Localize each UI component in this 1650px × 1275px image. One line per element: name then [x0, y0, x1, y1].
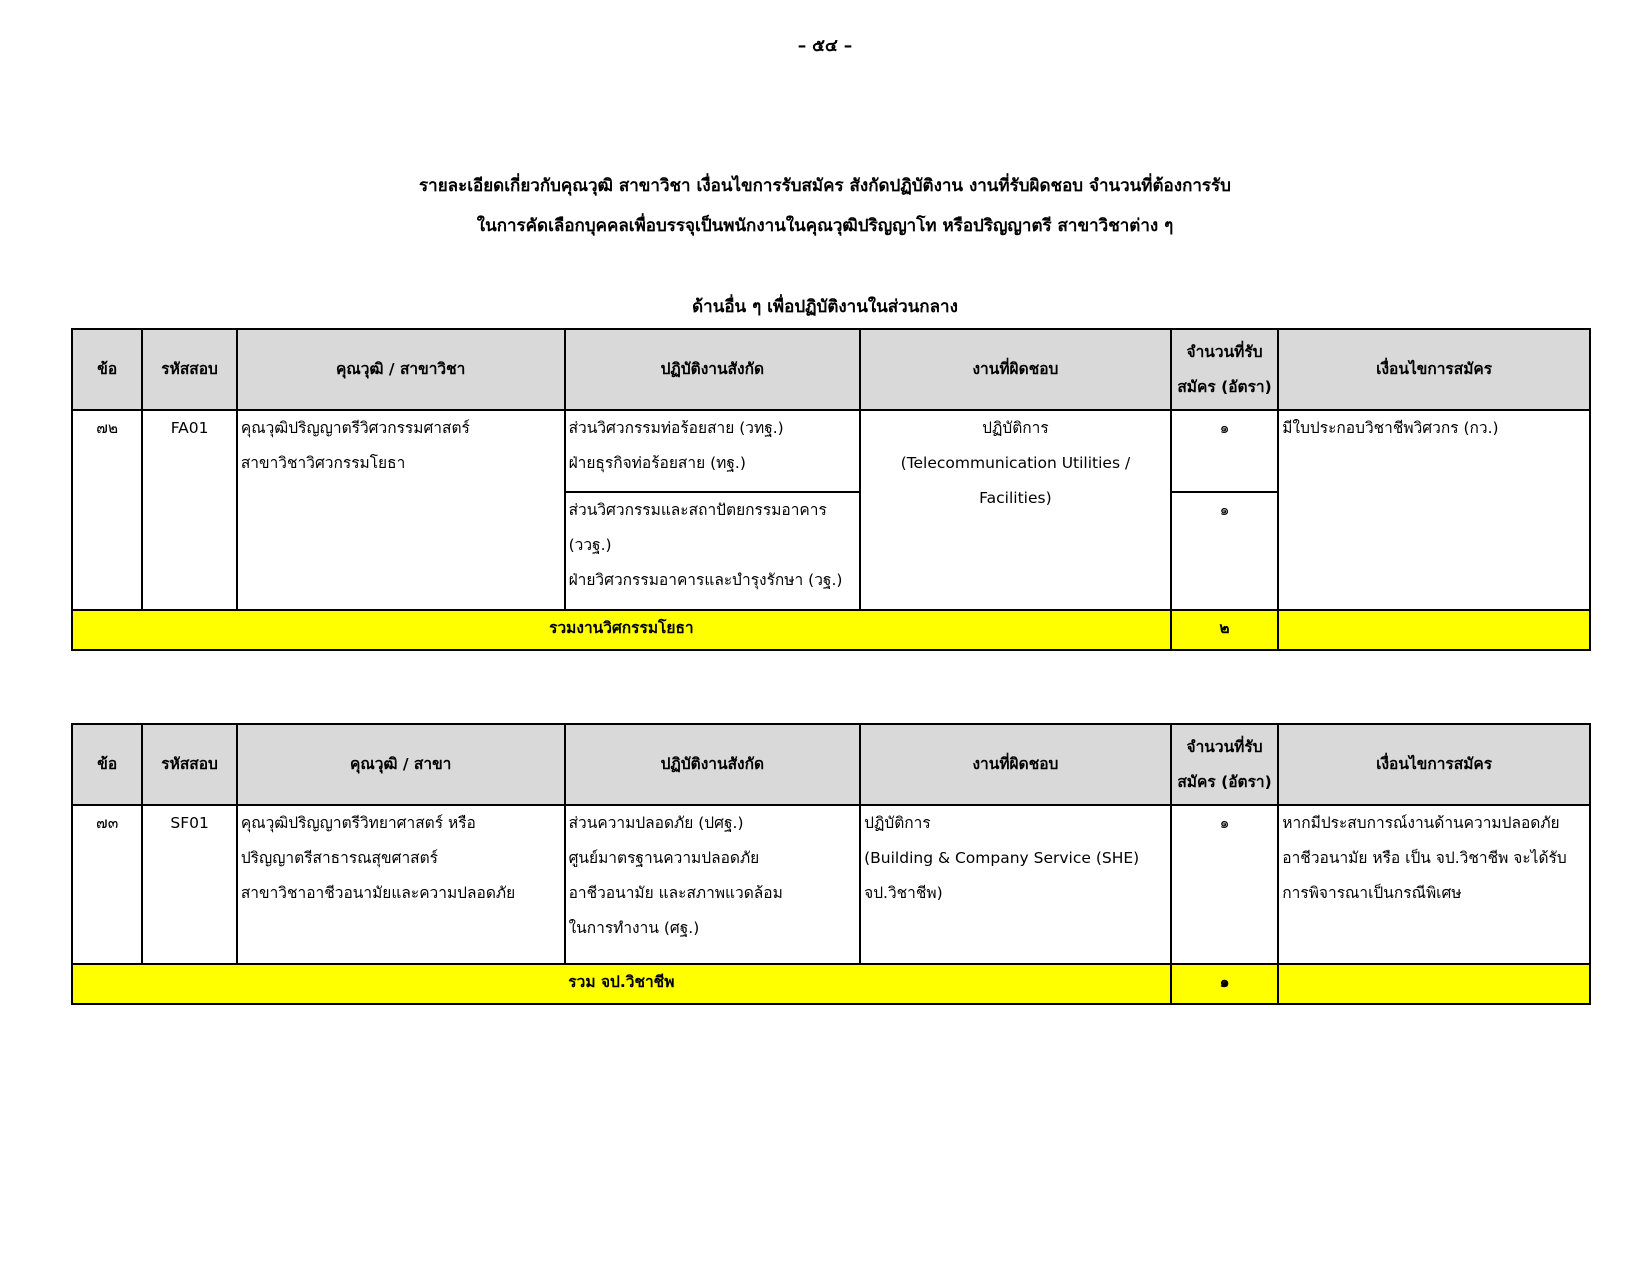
header-count: จำนวนที่รับ สมัคร (อัตรา): [1171, 329, 1279, 410]
row-qualification: คุณวุฒิปริญญาตรีวิทยาศาสตร์ หรือ ปริญญาตรีสาธารณสุขศาสตร์ สาขาวิชาอาชีวอนามัยและความปลอดภัย: [237, 805, 565, 964]
row-condition: หากมีประสบการณ์งานด้านความปลอดภัย อาชีวอนามัย หรือ เป็น จป.วิชาชีพ จะได้รับ การพิจารณาเป็นกรณีพิเศษ: [1278, 805, 1590, 964]
row-no: ๗๓: [72, 805, 142, 964]
position-table-safety: [71, 723, 1591, 1005]
position-table-civil: [71, 328, 1591, 651]
table-header-row: [72, 724, 1590, 805]
row-unit-2: ส่วนวิศวกรรมและสถาปัตยกรรมอาคาร (ววฐ.) ฝ่ายวิศวกรรมอาคารและบำรุงรักษา (วฐ.): [565, 492, 861, 610]
document-subtitle: ในการคัดเลือกบุคคลเพื่อบรรจุเป็นพนักงานในคุณวุฒิปริญญาโท หรือปริญญาตรี สาขาวิชาต่าง ๆ: [476, 216, 1174, 236]
row-code: FA01: [142, 410, 236, 610]
row-unit: ส่วนความปลอดภัย (ปศฐ.) ศูนย์มาตรฐานความปลอดภัย อาชีวอนามัย และสภาพแวดล้อม ในการทำงาน (ศฐ.): [565, 805, 861, 964]
total-empty: [1278, 610, 1590, 650]
header-condition: เงื่อนไขการสมัคร: [1278, 329, 1590, 410]
row-no: ๗๒: [72, 410, 142, 610]
header-unit: ปฏิบัติงานสังกัด: [565, 329, 861, 410]
row-qualification: คุณวุฒิปริญญาตรีวิศวกรรมศาสตร์ สาขาวิชาวิศวกรรมโยธา: [237, 410, 565, 610]
table-header-row: [72, 329, 1590, 410]
row-count-2: ๑: [1171, 492, 1279, 610]
total-label: รวม จป.วิชาชีพ: [72, 964, 1171, 1004]
total-row: [72, 964, 1590, 1004]
row-count-1: ๑: [1171, 410, 1279, 492]
header-condition: เงื่อนไขการสมัคร: [1278, 724, 1590, 805]
header-no: ข้อ: [72, 329, 142, 410]
total-empty: [1278, 964, 1590, 1004]
total-label: รวมงานวิศกรรมโยธา: [72, 610, 1171, 650]
row-unit-1: ส่วนวิศวกรรมท่อร้อยสาย (วทฐ.) ฝ่ายธุรกิจท่อร้อยสาย (ทฐ.): [565, 410, 861, 492]
row-count: ๑: [1171, 805, 1279, 964]
header-unit: ปฏิบัติงานสังกัด: [565, 724, 861, 805]
row-condition: มีใบประกอบวิชาชีพวิศวกร (กว.): [1278, 410, 1590, 610]
row-duty: ปฏิบัติการ (Building & Company Service (SHE) จป.วิชาชีพ): [860, 805, 1171, 964]
header-count: จำนวนที่รับ สมัคร (อัตรา): [1171, 724, 1279, 805]
row-duty: ปฏิบัติการ (Telecommunication Utilities / Facilities): [860, 410, 1171, 610]
header-qualification: คุณวุฒิ / สาขาวิชา: [237, 329, 565, 410]
total-row: [72, 610, 1590, 650]
total-count: ๑: [1171, 964, 1279, 1004]
header-code: รหัสสอบ: [142, 724, 236, 805]
page-number: – ๕๔ –: [797, 36, 853, 56]
table-row: [72, 410, 1590, 492]
section-title: ด้านอื่น ๆ เพื่อปฏิบัติงานในส่วนกลาง: [692, 297, 958, 317]
header-duty: งานที่ผิดชอบ: [860, 724, 1171, 805]
header-no: ข้อ: [72, 724, 142, 805]
document-title: รายละเอียดเกี่ยวกับคุณวุฒิ สาขาวิชา เงื่อนไขการรับสมัคร สังกัดปฏิบัติงาน งานที่รับผิดชอบ จำนวนที่ต้องการรับ: [419, 176, 1231, 196]
row-code: SF01: [142, 805, 236, 964]
total-count: ๒: [1171, 610, 1279, 650]
header-qualification: คุณวุฒิ / สาขา: [237, 724, 565, 805]
header-duty: งานที่ผิดชอบ: [860, 329, 1171, 410]
table-row: [72, 805, 1590, 964]
header-code: รหัสสอบ: [142, 329, 236, 410]
